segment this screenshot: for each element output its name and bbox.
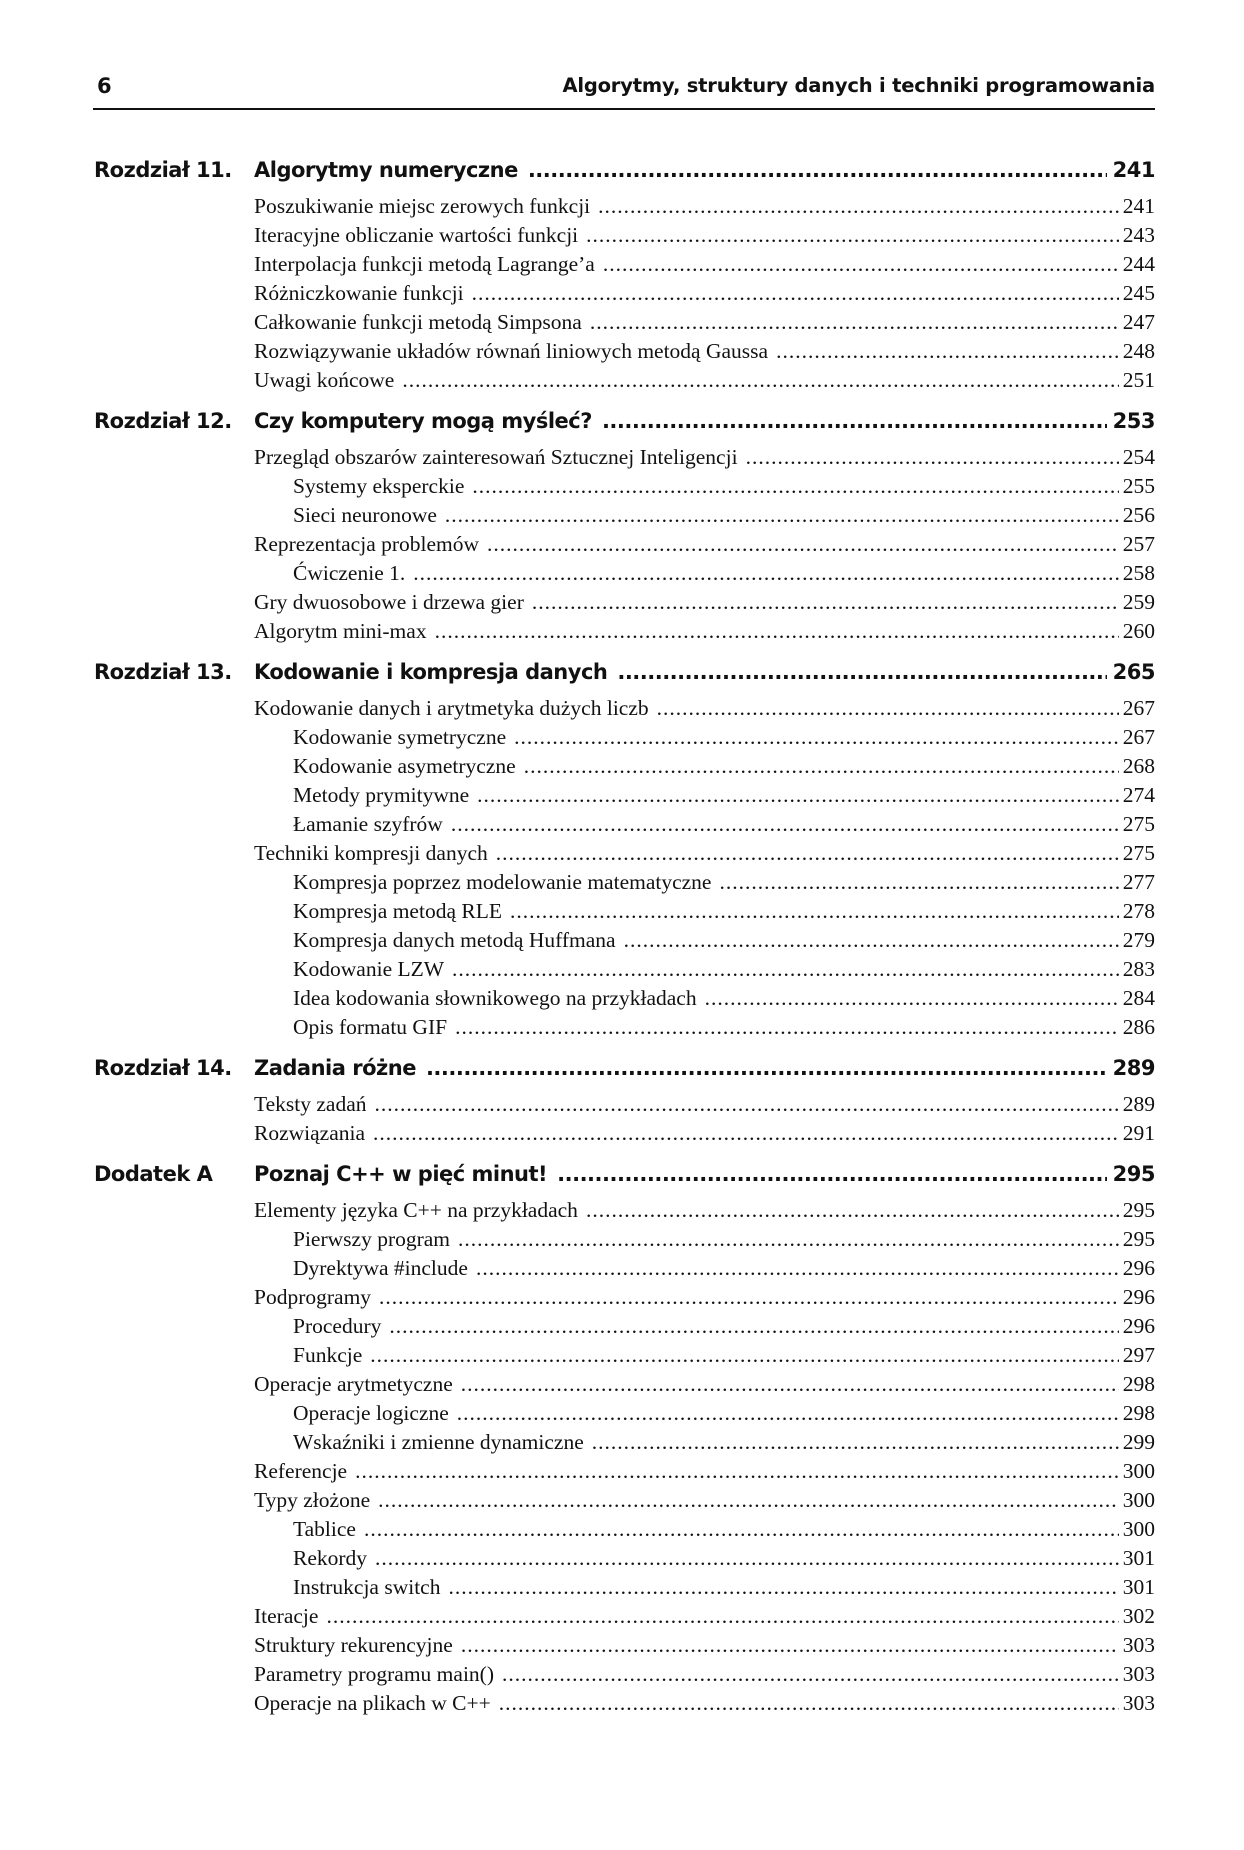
dot-leader	[598, 194, 1119, 219]
entry-page-number: 299	[1122, 1430, 1155, 1454]
entry-title: Rozwiązania	[254, 1121, 366, 1145]
entry-title: Metody prymitywne	[293, 783, 470, 807]
toc-subentry[interactable]	[94, 986, 1155, 1015]
toc-subentry[interactable]	[94, 783, 1155, 812]
chapter-entries	[94, 1092, 1155, 1150]
dot-leader	[378, 1488, 1119, 1513]
entry-title: Ćwiczenie 1.	[293, 561, 406, 585]
entry-page-number: 275	[1122, 812, 1155, 836]
entry-title: Gry dwuosobowe i drzewa gier	[254, 590, 524, 614]
dot-leader	[379, 1285, 1119, 1310]
dot-leader	[776, 339, 1119, 364]
dot-leader	[532, 590, 1119, 615]
toc-entry[interactable]	[94, 590, 1155, 619]
toc-chapter	[94, 158, 1155, 397]
chapter-heading[interactable]	[94, 158, 1155, 194]
entry-page-number: 277	[1122, 870, 1155, 894]
toc-subentry[interactable]	[94, 1401, 1155, 1430]
chapter-heading[interactable]	[94, 409, 1155, 445]
entry-page-number: 259	[1122, 590, 1155, 614]
chapter-entries	[94, 445, 1155, 648]
toc-subentry[interactable]	[94, 812, 1155, 841]
entry-page-number: 295	[1122, 1198, 1155, 1222]
dot-leader	[375, 1546, 1119, 1571]
entry-title: Struktury rekurencyjne	[254, 1633, 453, 1657]
dot-leader	[586, 223, 1119, 248]
entry-page-number: 275	[1122, 841, 1155, 865]
entry-page-number: 300	[1122, 1488, 1155, 1512]
chapter-label: Rozdział 13.	[94, 660, 232, 684]
entry-page-number: 256	[1122, 503, 1155, 527]
chapter-entries	[94, 194, 1155, 397]
page-number: 6	[97, 74, 112, 98]
toc-subentry[interactable]	[94, 1546, 1155, 1575]
dot-leader	[435, 619, 1119, 644]
entry-page-number: 303	[1122, 1633, 1155, 1657]
toc-entry[interactable]	[94, 252, 1155, 281]
chapter-page-number: 253	[1112, 409, 1155, 433]
dot-leader	[458, 1227, 1119, 1252]
toc-subentry[interactable]	[94, 561, 1155, 590]
entry-title: Interpolacja funkcji metodą Lagrange’a	[254, 252, 595, 276]
dot-leader	[472, 281, 1119, 306]
toc-entry[interactable]	[94, 368, 1155, 397]
entry-page-number: 278	[1122, 899, 1155, 923]
dot-leader	[455, 1015, 1119, 1040]
dot-leader	[457, 1401, 1119, 1426]
dot-leader	[603, 252, 1119, 277]
entry-title: Rekordy	[293, 1546, 368, 1570]
dot-leader	[355, 1459, 1119, 1484]
chapter-page-number: 289	[1112, 1056, 1155, 1080]
entry-page-number: 254	[1122, 445, 1155, 469]
entry-title: Procedury	[293, 1314, 382, 1338]
dot-leader	[373, 1121, 1119, 1146]
entry-title: Kodowanie LZW	[293, 957, 445, 981]
dot-leader	[657, 696, 1119, 721]
dot-leader	[502, 1662, 1119, 1687]
chapter-page-number: 295	[1112, 1162, 1155, 1186]
entry-title: Kodowanie danych i arytmetyka dużych liczb	[254, 696, 649, 720]
dot-leader	[705, 986, 1119, 1011]
entry-title: Przegląd obszarów zainteresowań Sztucznej Inteligencji	[254, 445, 738, 469]
entry-page-number: 284	[1122, 986, 1155, 1010]
toc-entry[interactable]	[94, 1633, 1155, 1662]
toc-entry[interactable]	[94, 310, 1155, 339]
toc-entry[interactable]	[94, 1691, 1155, 1720]
entry-title: Operacje logiczne	[293, 1401, 449, 1425]
chapter-title: Kodowanie i kompresja danych	[254, 660, 608, 684]
toc-entry[interactable]	[94, 1092, 1155, 1121]
entry-page-number: 247	[1122, 310, 1155, 334]
toc-subentry[interactable]	[94, 1430, 1155, 1459]
entry-title: Podprogramy	[254, 1285, 372, 1309]
entry-page-number: 300	[1122, 1517, 1155, 1541]
toc-entry[interactable]	[94, 194, 1155, 223]
toc-subentry[interactable]	[94, 1015, 1155, 1044]
entry-title: Iteracyjne obliczanie wartości funkcji	[254, 223, 579, 247]
toc-subentry[interactable]	[94, 1575, 1155, 1604]
entry-title: Sieci neuronowe	[293, 503, 437, 527]
chapter-heading[interactable]	[94, 1162, 1155, 1198]
entry-page-number: 289	[1122, 1092, 1155, 1116]
chapter-entries	[94, 1198, 1155, 1720]
toc-chapter	[94, 1056, 1155, 1150]
entry-title: Kodowanie symetryczne	[293, 725, 507, 749]
dot-leader	[402, 368, 1118, 393]
entry-page-number: 302	[1122, 1604, 1155, 1628]
toc-subentry[interactable]	[94, 754, 1155, 783]
dot-leader	[448, 1575, 1118, 1600]
entry-page-number: 267	[1122, 696, 1155, 720]
toc-subentry[interactable]	[94, 1343, 1155, 1372]
chapter-heading[interactable]	[94, 1056, 1155, 1092]
entry-title: Systemy eksperckie	[293, 474, 465, 498]
entry-title: Idea kodowania słownikowego na przykładach	[293, 986, 697, 1010]
toc-entry[interactable]	[94, 1459, 1155, 1488]
toc-chapter	[94, 660, 1155, 1044]
dot-leader	[590, 310, 1119, 335]
entry-title: Poszukiwanie miejsc zerowych funkcji	[254, 194, 591, 218]
toc-chapter	[94, 1162, 1155, 1720]
entry-page-number: 258	[1122, 561, 1155, 585]
entry-page-number: 298	[1122, 1372, 1155, 1396]
entry-title: Instrukcja switch	[293, 1575, 441, 1599]
entry-title: Typy złożone	[254, 1488, 371, 1512]
dot-leader	[326, 1604, 1118, 1629]
dot-leader	[557, 1162, 1107, 1186]
dot-leader	[413, 561, 1119, 586]
toc-entry[interactable]	[94, 445, 1155, 474]
entry-page-number: 303	[1122, 1662, 1155, 1686]
toc-subentry[interactable]	[94, 725, 1155, 754]
dot-leader	[510, 899, 1119, 924]
toc-subentry[interactable]	[94, 1314, 1155, 1343]
dot-leader	[602, 409, 1107, 433]
entry-page-number: 251	[1122, 368, 1155, 392]
toc-entry[interactable]	[94, 1121, 1155, 1150]
dot-leader	[389, 1314, 1118, 1339]
table-of-contents	[94, 158, 1155, 1732]
entry-title: Kompresja danych metodą Huffmana	[293, 928, 616, 952]
entry-page-number: 286	[1122, 1015, 1155, 1039]
entry-page-number: 245	[1122, 281, 1155, 305]
dot-leader	[370, 1343, 1118, 1368]
entry-page-number: 295	[1122, 1227, 1155, 1251]
chapter-label: Rozdział 11.	[94, 158, 232, 182]
entry-title: Funkcje	[293, 1343, 363, 1367]
entry-title: Operacje arytmetyczne	[254, 1372, 453, 1396]
entry-title: Całkowanie funkcji metodą Simpsona	[254, 310, 582, 334]
entry-page-number: 279	[1122, 928, 1155, 952]
entry-title: Kompresja metodą RLE	[293, 899, 502, 923]
entry-title: Algorytm mini-max	[254, 619, 427, 643]
dot-leader	[476, 1256, 1119, 1281]
toc-subentry[interactable]	[94, 928, 1155, 957]
toc-entry[interactable]	[94, 223, 1155, 252]
dot-leader	[524, 754, 1119, 779]
chapter-title: Czy komputery mogą myśleć?	[254, 409, 592, 433]
toc-entry[interactable]	[94, 1488, 1155, 1517]
chapter-label: Rozdział 12.	[94, 409, 232, 433]
entry-page-number: 291	[1122, 1121, 1155, 1145]
entry-title: Dyrektywa #include	[293, 1256, 468, 1280]
toc-entry[interactable]	[94, 1662, 1155, 1691]
chapter-label: Rozdział 14.	[94, 1056, 232, 1080]
entry-title: Referencje	[254, 1459, 348, 1483]
dot-leader	[592, 1430, 1119, 1455]
toc-chapter	[94, 409, 1155, 648]
dot-leader	[364, 1517, 1119, 1542]
toc-subentry[interactable]	[94, 1256, 1155, 1285]
entry-title: Kodowanie asymetryczne	[293, 754, 516, 778]
toc-subentry[interactable]	[94, 474, 1155, 503]
entry-page-number: 260	[1122, 619, 1155, 643]
toc-subentry[interactable]	[94, 870, 1155, 899]
dot-leader	[461, 1372, 1119, 1397]
entry-title: Iteracje	[254, 1604, 319, 1628]
entry-page-number: 243	[1122, 223, 1155, 247]
entry-page-number: 241	[1122, 194, 1155, 218]
toc-entry[interactable]	[94, 1198, 1155, 1227]
page-header	[93, 74, 1155, 110]
entry-page-number: 283	[1122, 957, 1155, 981]
entry-title: Pierwszy program	[293, 1227, 451, 1251]
toc-subentry[interactable]	[94, 1517, 1155, 1546]
chapter-title: Zadania różne	[254, 1056, 416, 1080]
chapter-label: Dodatek A	[94, 1162, 213, 1186]
toc-entry[interactable]	[94, 1372, 1155, 1401]
toc-subentry[interactable]	[94, 899, 1155, 928]
entry-title: Tablice	[293, 1517, 356, 1541]
dot-leader	[496, 841, 1119, 866]
entry-page-number: 303	[1122, 1691, 1155, 1715]
toc-subentry[interactable]	[94, 503, 1155, 532]
entry-title: Rozwiązywanie układów równań liniowych metodą Gaussa	[254, 339, 769, 363]
entry-title: Kompresja poprzez modelowanie matematyczne	[293, 870, 712, 894]
entry-page-number: 268	[1122, 754, 1155, 778]
entry-title: Parametry programu main()	[254, 1662, 494, 1686]
entry-page-number: 301	[1122, 1575, 1155, 1599]
entry-title: Techniki kompresji danych	[254, 841, 488, 865]
dot-leader	[746, 445, 1119, 470]
dot-leader	[624, 928, 1119, 953]
chapter-page-number: 265	[1112, 660, 1155, 684]
entry-title: Elementy języka C++ na przykładach	[254, 1198, 578, 1222]
dot-leader	[586, 1198, 1119, 1223]
dot-leader	[487, 532, 1119, 557]
toc-entry[interactable]	[94, 281, 1155, 310]
chapter-entries	[94, 696, 1155, 1044]
chapter-page-number: 241	[1112, 158, 1155, 182]
chapter-title: Poznaj C++ w pięć minut!	[254, 1162, 548, 1186]
dot-leader	[472, 474, 1118, 499]
dot-leader	[477, 783, 1119, 808]
entry-page-number: 300	[1122, 1459, 1155, 1483]
dot-leader	[499, 1691, 1119, 1716]
entry-page-number: 267	[1122, 725, 1155, 749]
toc-entry[interactable]	[94, 532, 1155, 561]
dot-leader	[451, 812, 1119, 837]
entry-title: Opis formatu GIF	[293, 1015, 448, 1039]
entry-title: Reprezentacja problemów	[254, 532, 480, 556]
toc-entry[interactable]	[94, 619, 1155, 648]
dot-leader	[514, 725, 1119, 750]
dot-leader	[617, 660, 1106, 684]
dot-leader	[375, 1092, 1119, 1117]
toc-entry[interactable]	[94, 339, 1155, 368]
entry-title: Teksty zadań	[254, 1092, 367, 1116]
toc-subentry[interactable]	[94, 957, 1155, 986]
chapter-title: Algorytmy numeryczne	[254, 158, 518, 182]
entry-page-number: 296	[1122, 1314, 1155, 1338]
entry-page-number: 274	[1122, 783, 1155, 807]
chapter-heading[interactable]	[94, 660, 1155, 696]
entry-title: Wskaźniki i zmienne dynamiczne	[293, 1430, 584, 1454]
toc-entry[interactable]	[94, 696, 1155, 725]
entry-page-number: 301	[1122, 1546, 1155, 1570]
entry-title: Uwagi końcowe	[254, 368, 395, 392]
entry-page-number: 298	[1122, 1401, 1155, 1425]
dot-leader	[461, 1633, 1119, 1658]
entry-page-number: 248	[1122, 339, 1155, 363]
dot-leader	[528, 158, 1107, 182]
entry-page-number: 255	[1122, 474, 1155, 498]
dot-leader	[719, 870, 1118, 895]
dot-leader	[452, 957, 1119, 982]
entry-page-number: 296	[1122, 1285, 1155, 1309]
entry-page-number: 257	[1122, 532, 1155, 556]
entry-title: Różniczkowanie funkcji	[254, 281, 464, 305]
entry-page-number: 296	[1122, 1256, 1155, 1280]
dot-leader	[426, 1056, 1107, 1080]
toc-entry[interactable]	[94, 1285, 1155, 1314]
dot-leader	[445, 503, 1119, 528]
toc-subentry[interactable]	[94, 1227, 1155, 1256]
entry-page-number: 297	[1122, 1343, 1155, 1367]
entry-title: Operacje na plikach w C++	[254, 1691, 491, 1715]
entry-page-number: 244	[1122, 252, 1155, 276]
toc-entry[interactable]	[94, 1604, 1155, 1633]
entry-title: Łamanie szyfrów	[293, 812, 443, 836]
toc-entry[interactable]	[94, 841, 1155, 870]
running-title: Algorytmy, struktury danych i techniki programowania	[562, 74, 1155, 97]
